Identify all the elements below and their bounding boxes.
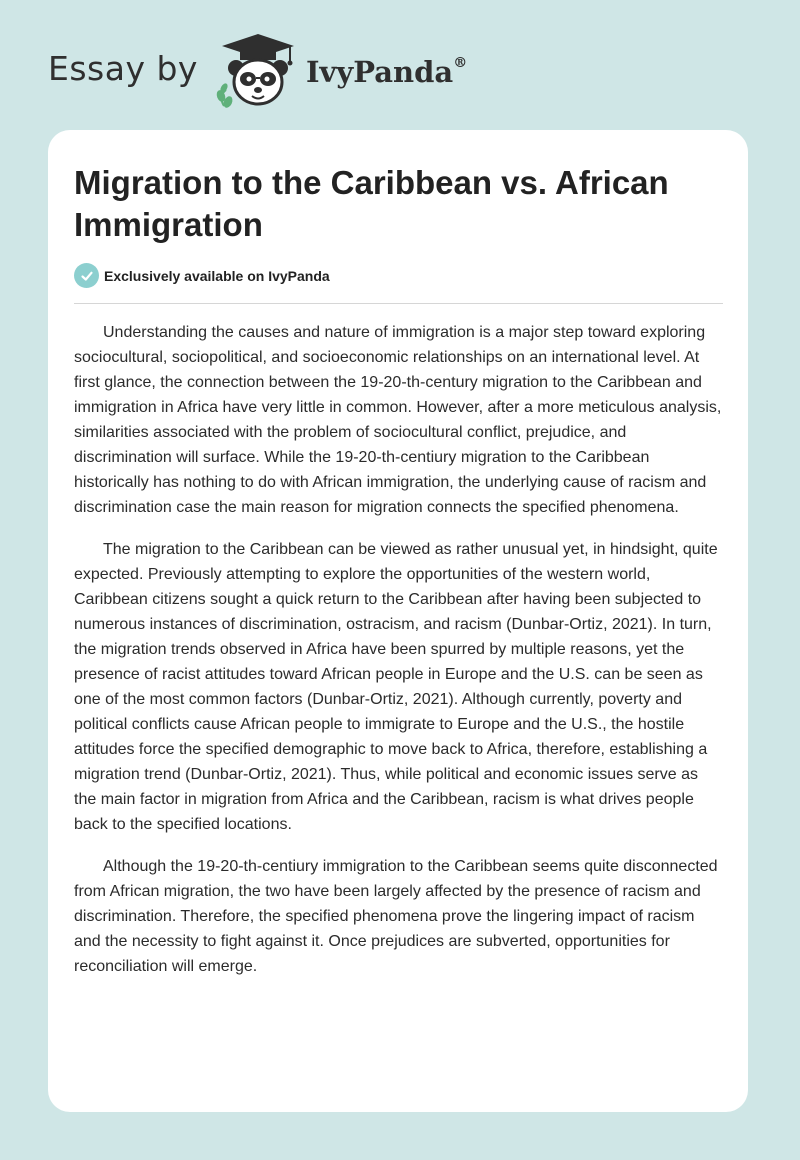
essay-by-label: Essay by — [48, 48, 198, 88]
divider — [74, 303, 723, 304]
brand-name[interactable] — [306, 55, 467, 89]
essay-body — [74, 320, 724, 996]
site-header — [48, 30, 467, 110]
registered-mark: ® — [453, 55, 468, 72]
panda-mascot-icon — [212, 30, 304, 110]
page-title: Migration to the Caribbean vs. African Immigration — [74, 164, 669, 243]
exclusive-badge-label: Exclusively available on IvyPanda — [104, 267, 330, 284]
ivypanda-logo[interactable] — [212, 30, 304, 110]
paragraph: Understanding the causes and nature of immigration is a major step toward exploring sociocultural, sociopolitical, and socioeconomic relationships on an international level. At first glance, the connection between the 19-20-th-century migration to the Caribbean and immigration in Africa have very little in common. However, after a more meticulous analysis, similarities associated with the problem of sociocultural conflict, prejudice, and discrimination will surface. While the 19-20-th-centiury migration to the Caribbean historically has nothing to do with African immigration, the underlying cause of racism and discrimination case the main reason for migration connects the specified phenomena. — [74, 324, 722, 516]
essay-card — [48, 130, 748, 1112]
brand-text: IvyPanda — [305, 55, 454, 89]
paragraph: Although the 19-20-th-centiury immigration to the Caribbean seems quite disconnected from African migration, the two have been largely affected by the presence of racism and discrimination. Therefore, the specified phenomena prove the lingering impact of racism and the necessity to fight against it. Once prejudices are subverted, opportunities for reconciliation will emerge. — [74, 858, 718, 975]
check-icon — [74, 263, 99, 288]
exclusive-badge — [74, 263, 330, 288]
paragraph: The migration to the Caribbean can be viewed as rather unusual yet, in hindsight, quite expected. Previously attempting to explore the opportunities of the western world, Caribbean citizens sought a quick return to the Caribbean after having been subjected to numerous instances of discrimination, ostracism, and racism (Dunbar-Ortiz, 2021). In turn, the migration trends observed in Africa have been spurred by multiple reasons, yet the presence of racist attitudes toward African people in Europe and the U.S. can be seen as one of the most common factors (Dunbar-Ortiz, 2021). Although currently, poverty and political conflicts cause African people to immigrate to Europe and the U.S., the hostile attitudes force the specified demographic to move back to Africa, therefore, establishing a migration trend (Dunbar-Ortiz, 2021). Thus, while political and economic issues serve as the main factor in migration from Africa and the Caribbean, racism is what drives people back to the specified locations. — [74, 541, 718, 833]
